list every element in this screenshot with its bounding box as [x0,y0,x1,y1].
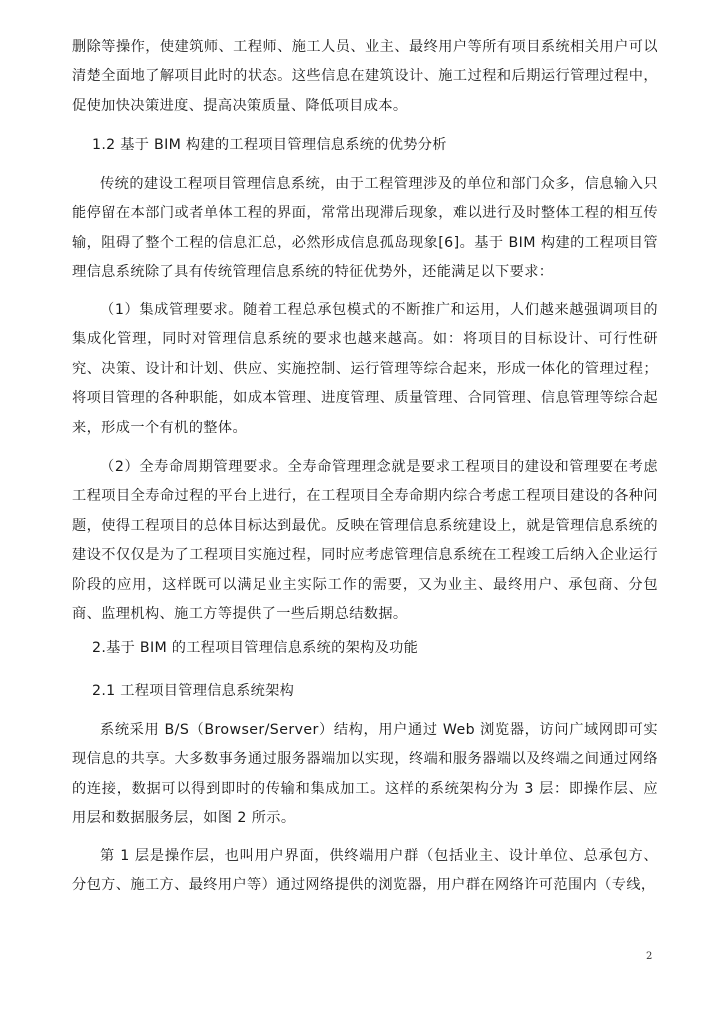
body-paragraph-traditional-systems: 传统的建设工程项目管理信息系统，由于工程管理涉及的单位和部门众多，信息输入只能停留在本部门或者单体工程的界面，常常出现滞后现象，难以进行及时整体工程的相互传输，阻碍了整个工程的信息汇总，必然形成信息孤岛现象[6]。基于 BIM 构建的工程项目管理信息系统除了具有传统管理信息系统的特征优势外，还能满足以下要求： [72,176,658,281]
section-heading-1-2: 1.2 基于 BIM 构建的工程项目管理信息系统的优势分析 [92,137,447,153]
body-paragraph-continuation: 删除等操作，使建筑师、工程师、施工人员、业主、最终用户等所有项目系统相关用户可以清楚全面地了解项目此时的状态。这些信息在建筑设计、施工过程和后期运行管理过程中，促使加快决策进度、提高决策质量、降低项目成本。 [72,39,658,114]
body-paragraph-lifecycle-management: （2）全寿命周期管理要求。全寿命管理理念就是要求工程项目的建设和管理要在考虑工程项目全寿命过程的平台上进行，在工程项目全寿命期内综合考虑工程项目建设的各种问题，使得工程项目的总体目标达到最优。反映在管理信息系统建设上，就是管理信息系统的建设不仅仅是为了工程项目实施过程，同时应考虑管理信息系统在工程竣工后纳入企业运行阶段的应用，这样既可以满足业主实际工作的需要，又为业主、最终用户、承包商、分包商、监理机构、施工方等提供了一些后期总结数据。 [72,459,658,623]
section-heading-2-1: 2.1 工程项目管理信息系统架构 [92,683,295,699]
page-number: 2 [646,951,653,962]
body-paragraph-bs-architecture: 系统采用 B/S（Browser/Server）结构，用户通过 Web 浏览器，访问广域网即可实现信息的共享。大多数事务通过服务器端加以实现，终端和服务器端以及终端之间通过网络的连接，数据可以得到即时的传输和集成加工。这样的系统架构分为 3 层：即操作层、应用层和数据服务层，如图 2 所示。 [72,722,658,827]
body-paragraph-operation-layer: 第 1 层是操作层，也叫用户界面，供终端用户群（包括业主、设计单位、总承包方、分包方、施工方、最终用户等）通过网络提供的浏览器，用户群在网络许可范围内（专线， [72,848,658,894]
section-heading-2: 2.基于 BIM 的工程项目管理信息系统的架构及功能 [92,640,419,656]
body-paragraph-integrated-management: （1）集成管理要求。随着工程总承包模式的不断推广和运用，人们越来越强调项目的集成化管理，同时对管理信息系统的要求也越来越高。如：将项目的目标设计、可行性研究、决策、设计和计划、供应、实施控制、运行管理等综合起来，形成一体化的管理过程；将项目管理的各种职能，如成本管理、进度管理、质量管理、合同管理、信息管理等综合起来，形成一个有机的整体。 [72,302,658,436]
